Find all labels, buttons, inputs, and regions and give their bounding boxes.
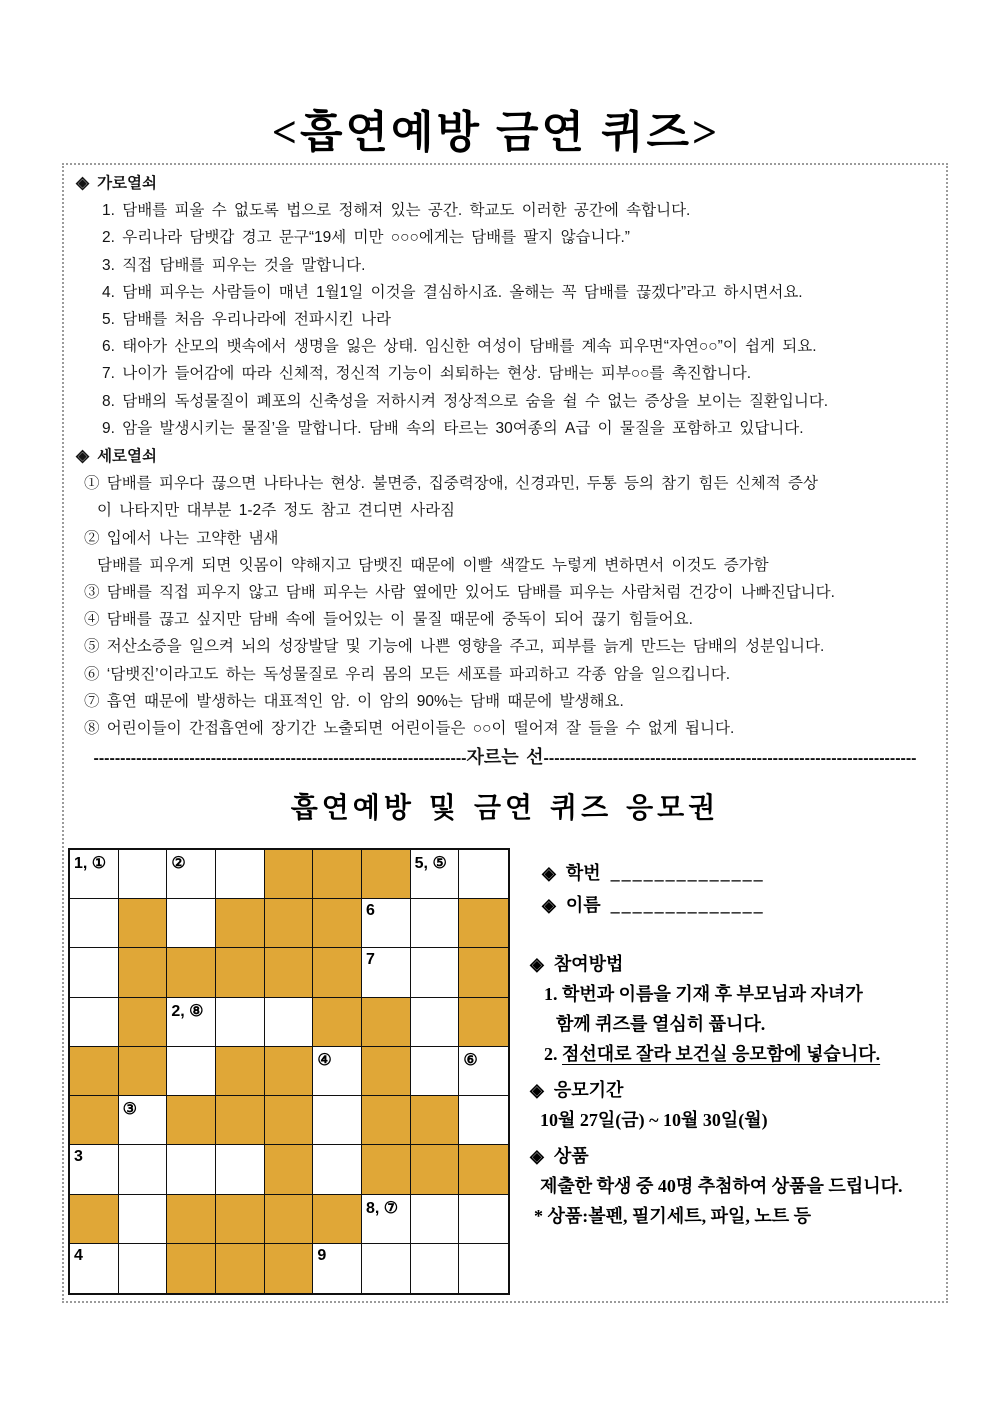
across-clue-5: 5. 담배를 처음 우리나라에 전파시킨 나라: [102, 311, 392, 329]
diamond-bullet-icon: ◈: [530, 1146, 544, 1166]
prize-description: 제출한 학생 중 40명 추첨하여 상품을 드립니다.: [540, 1176, 903, 1196]
name-row: [530, 889, 944, 921]
crossword-cell: [411, 1047, 460, 1096]
crossword-cell: [362, 1244, 411, 1293]
crossword-cell: 4: [70, 1244, 119, 1293]
down-clue-2: ② 입에서 나는 고약한 냄새: [84, 529, 279, 547]
crossword-cell: 6: [362, 899, 411, 948]
crossword-cell: 5, ⑤: [411, 850, 460, 899]
diamond-bullet-icon: ◈: [76, 173, 90, 192]
crossword-cell-blocked: [362, 1145, 411, 1194]
crossword-cell: [216, 998, 265, 1047]
crossword-cell: [119, 850, 168, 899]
crossword-cell-blocked: [70, 1047, 119, 1096]
across-clue-1: 1. 담배를 피울 수 없도록 법으로 정해져 있는 공간. 학교도 이러한 공간에 속합니다.: [102, 202, 691, 220]
crossword-cell: 2, ⑧: [167, 998, 216, 1047]
crossword-cell: [459, 1096, 508, 1145]
crossword-cell: [265, 998, 314, 1047]
crossword-cell: [411, 948, 460, 997]
down-clue-2-cont: 담배를 피우게 되면 잇몸이 약해지고 담뱃진 때문에 이빨 색깔도 누렇게 변하면서 이것도 증가함: [97, 556, 769, 574]
crossword-cell-blocked: [265, 1195, 314, 1244]
across-clue-4: 4. 담배 피우는 사람들이 매년 1월1일 이것을 결심하시죠. 올해는 꼭 담배를 끊겠다”라고 하시면서요.: [102, 283, 803, 301]
crossword-cell: [70, 899, 119, 948]
diamond-bullet-icon: ◈: [530, 1080, 544, 1100]
prize-items: * 상품:볼펜, 필기세트, 파일, 노트 등: [534, 1206, 812, 1226]
crossword-cell: [119, 1195, 168, 1244]
crossword-cell-blocked: [459, 899, 508, 948]
down-clue-4: ④ 담배를 끊고 싶지만 담배 속에 들어있는 이 물질 때문에 중독이 되어 끊기 힘들어요.: [84, 611, 693, 629]
crossword-cell-blocked: [362, 1096, 411, 1145]
down-clue-8: ⑧ 어린이들이 간접흡연에 장기간 노출되면 어린이들은 ○○이 떨어져 잘 들을 수 없게 됩니다.: [84, 720, 735, 738]
crossword-cell: [167, 1047, 216, 1096]
method-step-1: 1. 학번과 이름을 기재 후 부모님과 자녀가: [544, 984, 863, 1004]
clue-area: [64, 165, 946, 826]
down-clue-6: ⑥ ‘담뱃진’이라고도 하는 독성물질로 우리 몸의 모든 세포를 파괴하고 각종 암을 일으킵니다.: [84, 665, 731, 683]
crossword-cell-blocked: [313, 1195, 362, 1244]
crossword-cell: 7: [362, 948, 411, 997]
crossword-grid: [68, 848, 510, 1295]
crossword-cell: [313, 1096, 362, 1145]
diamond-bullet-icon: ◈: [76, 446, 90, 466]
period-value: 10월 27일(금) ~ 10월 30일(월): [540, 1110, 768, 1130]
across-heading-label: 가로열쇠: [97, 175, 157, 192]
across-clue-2: 2. 우리나라 담뱃갑 경고 문구“19세 미만 ○○○에게는 담배를 팔지 않습니다.”: [102, 229, 630, 247]
crossword-cell-blocked: [313, 899, 362, 948]
crossword-cell-blocked: [119, 948, 168, 997]
prize-heading-label: 상품: [553, 1146, 589, 1166]
crossword-cell: [167, 899, 216, 948]
crossword-cell-blocked: [167, 1244, 216, 1293]
student-number-blank: ______________: [610, 863, 765, 883]
method-heading-label: 참여방법: [553, 954, 624, 974]
crossword-cell: [119, 1244, 168, 1293]
diamond-bullet-icon: ◈: [542, 895, 556, 915]
crossword-cell: [411, 1195, 460, 1244]
student-number-label: 학번: [565, 863, 601, 883]
crossword-cell-blocked: [362, 850, 411, 899]
crossword-cell-blocked: [216, 1096, 265, 1145]
crossword-cell-blocked: [119, 899, 168, 948]
spacer: [530, 921, 944, 949]
crossword-cell: [216, 850, 265, 899]
crossword-cell-blocked: [167, 1096, 216, 1145]
crossword-cell: ⑥: [459, 1047, 508, 1096]
crossword-cell-blocked: [265, 1145, 314, 1194]
crossword-cell: 1, ①: [70, 850, 119, 899]
crossword-cell-blocked: [216, 1244, 265, 1293]
crossword-cell-blocked: [313, 850, 362, 899]
crossword-cell: [411, 1244, 460, 1293]
crossword-cell: 8, ⑦: [362, 1195, 411, 1244]
crossword-cell-blocked: [119, 998, 168, 1047]
ticket-info-panel: [530, 857, 944, 1231]
across-heading: [64, 169, 946, 197]
crossword-cell-blocked: [459, 948, 508, 997]
crossword-cell: [411, 998, 460, 1047]
crossword-cell-blocked: [459, 1145, 508, 1194]
crossword-cell: [459, 1195, 508, 1244]
down-clue-7: ⑦ 흡연 때문에 발생하는 대표적인 암. 이 암의 90%는 담배 때문에 발생해요.: [84, 692, 624, 710]
crossword-cell-blocked: [216, 1195, 265, 1244]
crossword-cell-blocked: [70, 1195, 119, 1244]
crossword-cell: [459, 850, 508, 899]
crossword-cell: [459, 1244, 508, 1293]
method-step-1-cont: 함께 퀴즈를 열심히 풉니다.: [556, 1014, 766, 1034]
period-heading-label: 응모기간: [553, 1080, 624, 1100]
crossword-cell-blocked: [265, 850, 314, 899]
content-box: [62, 163, 948, 1303]
across-clue-9: 9. 암을 발생시키는 물질’을 말합니다. 담배 속의 타르는 30여종의 A급 이 물질을 포함하고 있답니다.: [102, 419, 804, 437]
crossword-cell: 3: [70, 1145, 119, 1194]
method-step-2-prefix: 2.: [544, 1044, 562, 1064]
crossword-cell-blocked: [362, 998, 411, 1047]
crossword-cell: [411, 899, 460, 948]
diamond-bullet-icon: ◈: [530, 954, 544, 974]
student-number-row: [530, 857, 944, 889]
crossword-cell-blocked: [265, 948, 314, 997]
crossword-cell-blocked: [119, 1047, 168, 1096]
crossword-cell-blocked: [411, 1145, 460, 1194]
down-heading-label: 세로열쇠: [97, 448, 157, 466]
page-title: <흡연예방 금연 퀴즈>: [271, 108, 721, 157]
cutting-line: [64, 744, 946, 772]
crossword-cell: [313, 1145, 362, 1194]
crossword-cell: [70, 998, 119, 1047]
name-label: 이름: [565, 895, 601, 915]
crossword-cell-blocked: [216, 1047, 265, 1096]
ticket-title: 흡연예방 및 금연 퀴즈 응모권: [290, 793, 720, 825]
crossword-cell: ④: [313, 1047, 362, 1096]
crossword-cell: [70, 948, 119, 997]
cut-line-label: 자르는 선: [466, 747, 544, 768]
method-heading: [530, 949, 944, 979]
across-clue-6: 6. 태아가 산모의 뱃속에서 생명을 잃은 상태. 임신한 여성이 담배를 계속 피우면“자연○○”이 쉽게 되요.: [102, 338, 817, 356]
method-step-2-text: 점선대로 잘라 보건실 응모함에 넣습니다.: [562, 1044, 881, 1064]
across-clue-7: 7. 나이가 들어감에 따라 신체적, 정신적 기능이 쇠퇴하는 현상. 담배는 피부○○를 촉진합니다.: [102, 365, 751, 383]
down-clue-1-cont: 이 나타지만 대부분 1-2주 정도 참고 견디면 사라짐: [97, 502, 456, 520]
crossword-cell: [167, 1145, 216, 1194]
period-heading: [530, 1075, 944, 1105]
crossword-cell-blocked: [216, 948, 265, 997]
crossword-cell-blocked: [265, 899, 314, 948]
down-clue-5: ⑤ 저산소증을 일으켜 뇌의 성장발달 및 기능에 나쁜 영향을 주고, 피부를 늙게 만드는 담배의 성분입니다.: [84, 638, 825, 656]
crossword-cell-blocked: [265, 1244, 314, 1293]
crossword-cell: [216, 1145, 265, 1194]
across-clue-3: 3. 직접 담배를 피우는 것을 말합니다.: [102, 256, 366, 274]
down-clue-3: ③ 담배를 직접 피우지 않고 담배 피우는 사람 옆에만 있어도 담배를 피우는 사람처럼 건강이 나빠진답니다.: [84, 584, 835, 602]
crossword-cell-blocked: [313, 998, 362, 1047]
crossword-cell-blocked: [362, 1047, 411, 1096]
crossword-cell-blocked: [313, 948, 362, 997]
name-blank: ______________: [610, 895, 765, 915]
down-clue-1: ① 담배를 피우다 끊으면 나타나는 현상. 불면증, 집중력장애, 신경과민, 두통 등의 참기 힘든 신체적 증상: [84, 475, 818, 493]
crossword-cell: 9: [313, 1244, 362, 1293]
across-clue-8: 8. 담배의 독성물질이 폐포의 신축성을 저하시켜 정상적으로 숨을 쉴 수 없는 증상을 보이는 질환입니다.: [102, 392, 829, 410]
diamond-bullet-icon: ◈: [542, 863, 556, 883]
crossword-cell-blocked: [411, 1096, 460, 1145]
cut-dashes-right: ----------------------------------------------------------------------: [543, 750, 917, 768]
crossword-cell-blocked: [265, 1096, 314, 1145]
down-heading: [64, 442, 946, 470]
crossword-cell-blocked: [70, 1096, 119, 1145]
crossword-cell: [119, 1145, 168, 1194]
prize-heading: [530, 1141, 944, 1171]
crossword-cell: ③: [119, 1096, 168, 1145]
method-step-2: [530, 1039, 944, 1069]
crossword-cell-blocked: [167, 1195, 216, 1244]
crossword-cell-blocked: [265, 1047, 314, 1096]
crossword-cell-blocked: [167, 948, 216, 997]
crossword-cell-blocked: [216, 899, 265, 948]
crossword-cell: ②: [167, 850, 216, 899]
cut-dashes-left: ----------------------------------------------------------------------: [93, 750, 467, 768]
crossword-cell-blocked: [459, 998, 508, 1047]
